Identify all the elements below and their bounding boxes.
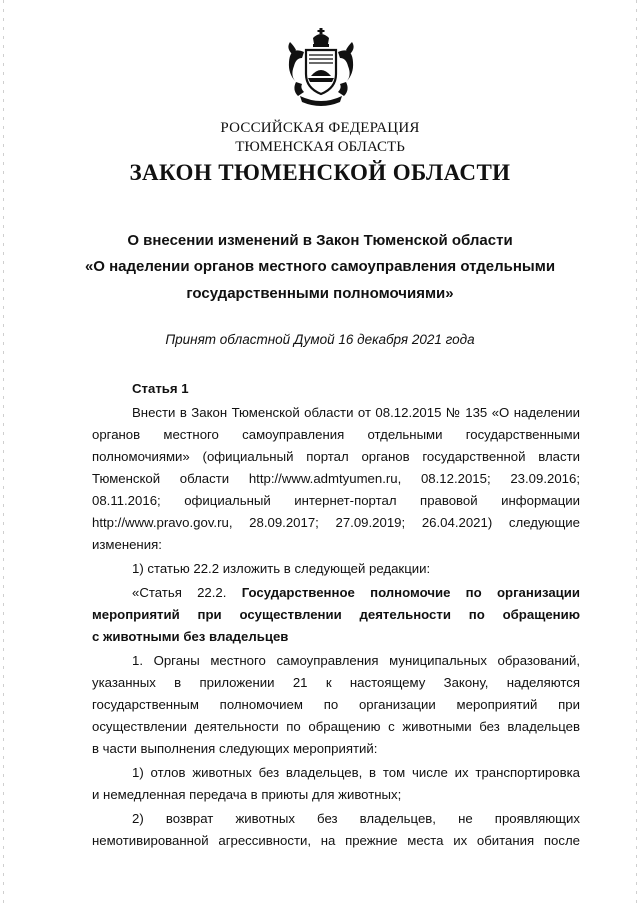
subitem-2-line-1: 2) возврат животных без владельцев, не проявляющих (132, 811, 580, 826)
quote-heading-part-1: Государственное полномочие по организации (241, 585, 581, 600)
subitem-2-line-2: немотивированной агрессивности, на прежние места их обитания после (92, 833, 580, 848)
coat-of-arms-icon (280, 28, 362, 110)
article-1-line-1: Внести в Закон Тюменской области от 08.12.2015 № 135 «О наделении (132, 405, 580, 420)
subitem-1-line-2: и немедленная передача в приюты для животных; (92, 787, 402, 802)
header-country: РОССИЙСКАЯ ФЕДЕРАЦИЯ (220, 120, 420, 136)
para-1-line-3: государственным полномочием по организации мероприятий при (92, 697, 580, 712)
quote-heading-line-2: мероприятий при осуществлении деятельности по обращению (92, 607, 580, 622)
quote-heading-line-3: с животными без владельцев (92, 629, 289, 644)
para-1-line-5: в части выполнения следующих мероприятий: (92, 741, 378, 756)
item-1: 1) статью 22.2 изложить в следующей редакции: (132, 561, 431, 576)
article-1-line-5: 08.11.2016; официальный интернет-портал правовой информации (92, 493, 580, 508)
subitem-1-line-1: 1) отлов животных без владельцев, в том числе их транспортировка (132, 765, 580, 780)
law-title-line-1: О внесении изменений в Закон Тюменской области (127, 232, 513, 249)
quote-heading-line-1 (132, 582, 580, 602)
para-1-line-2: указанных в приложении 21 к настоящему Закону, наделяются (92, 675, 580, 690)
article-1-line-6: http://www.pravo.gov.ru, 28.09.2017; 27.09.2019; 26.04.2021) следующие (92, 515, 580, 530)
article-1-line-7: изменения: (92, 537, 162, 552)
article-1-heading: Статья 1 (132, 381, 189, 396)
article-1-line-2: органов местного самоуправления отдельными государственными (92, 427, 580, 442)
para-1-line-1: 1. Органы местного самоуправления муниципальных образований, (132, 653, 580, 668)
law-title-line-2: «О наделении органов местного самоуправления отдельными (84, 258, 556, 275)
law-title-line-3: государственными полномочиями» (186, 285, 454, 302)
article-1-line-3: полномочиями» (официальный портал органов государственной власти (92, 449, 580, 464)
quote-prefix: «Статья 22.2. (132, 585, 227, 600)
article-1-line-4: Тюменской области http://www.admtyumen.ru, 08.12.2015; 23.09.2016; (92, 471, 580, 486)
para-1-line-4: осуществлении деятельности по обращению с животными без владельцев (92, 719, 580, 734)
header-doc-type: ЗАКОН ТЮМЕНСКОЙ ОБЛАСТИ (129, 160, 511, 185)
header-region: ТЮМЕНСКАЯ ОБЛАСТЬ (235, 139, 405, 155)
adoption-date: Принят областной Думой 16 декабря 2021 года (165, 332, 475, 347)
